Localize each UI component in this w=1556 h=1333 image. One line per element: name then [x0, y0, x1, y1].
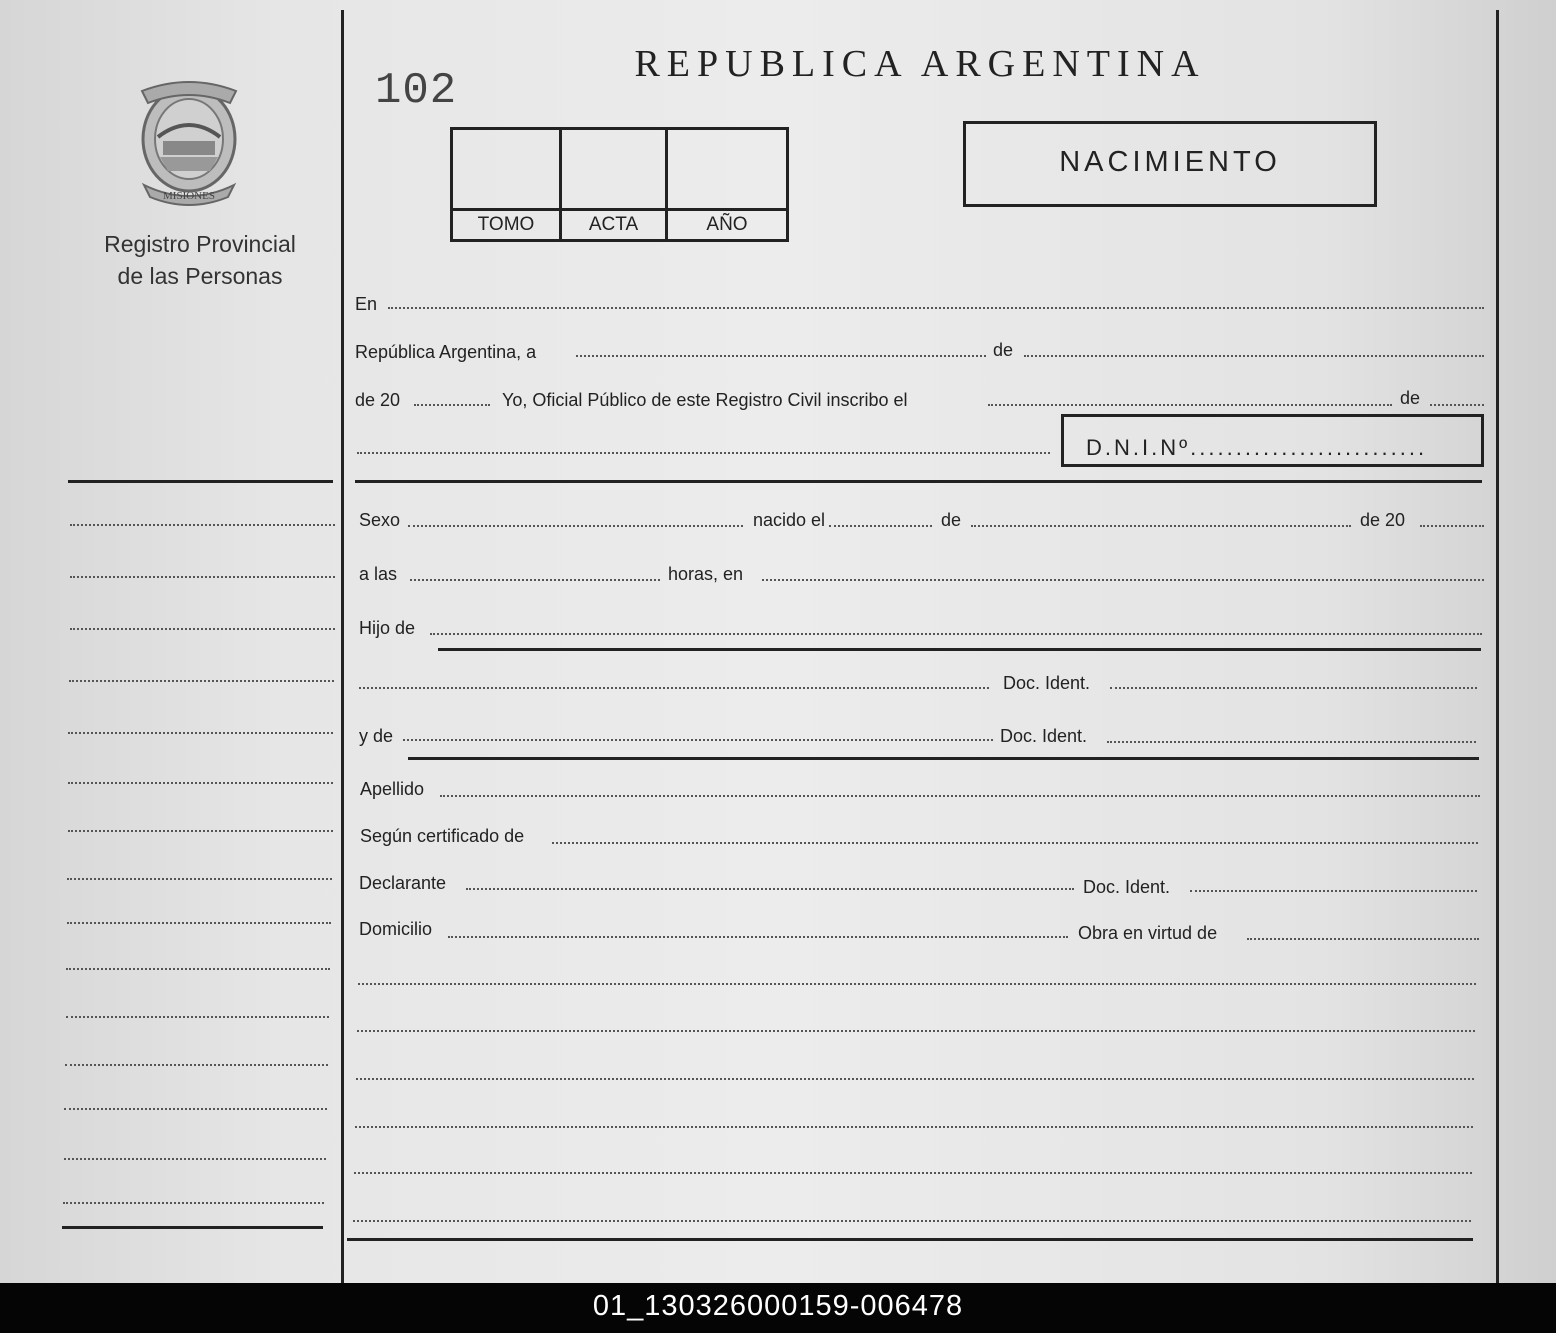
father-underline — [438, 648, 1481, 651]
left-column-bottom-rule — [62, 1226, 323, 1229]
margin-note-line[interactable] — [67, 878, 332, 880]
country-title: REPUBLICA ARGENTINA — [634, 43, 1206, 85]
document-id-footer: 01_130326000159-006478 — [0, 1283, 1556, 1333]
authority-field[interactable] — [1247, 938, 1479, 940]
serial-number: 102 — [375, 66, 458, 116]
left-column-top-rule — [68, 480, 333, 483]
label-en: En — [355, 294, 378, 314]
label-horas-en: horas, en — [668, 564, 744, 584]
surname-field[interactable] — [440, 795, 1480, 797]
left-column-divider — [341, 10, 344, 1283]
mother-underline — [408, 757, 1479, 760]
day-field[interactable] — [576, 355, 986, 357]
mother-doc-field[interactable] — [1107, 741, 1476, 743]
label-segun-certificado: Según certificado de — [360, 826, 525, 846]
address-field[interactable] — [448, 936, 1068, 938]
birth-year-field[interactable] — [1420, 525, 1484, 527]
year-field[interactable] — [414, 404, 490, 406]
margin-note-line[interactable] — [64, 1108, 327, 1110]
registered-person-line[interactable] — [357, 452, 1050, 454]
label-republica: República Argentina, a — [355, 342, 537, 362]
birth-day-field[interactable] — [829, 525, 932, 527]
tomo-label: TOMO — [477, 214, 535, 235]
label-declarante: Declarante — [359, 873, 447, 893]
margin-note-line[interactable] — [70, 524, 335, 526]
form-bottom-rule — [347, 1238, 1473, 1241]
margin-note-line[interactable] — [63, 1202, 324, 1204]
label-nacido-el: nacido el — [753, 510, 826, 530]
notes-line[interactable] — [355, 1126, 1473, 1128]
notes-line[interactable] — [356, 1078, 1474, 1080]
margin-note-line[interactable] — [65, 1064, 328, 1066]
label-domicilio: Domicilio — [359, 919, 433, 939]
registration-box — [450, 127, 789, 242]
margin-note-line[interactable] — [70, 628, 335, 630]
father-doc-field[interactable] — [1110, 687, 1477, 689]
label-de: de — [993, 340, 1014, 360]
margin-note-line[interactable] — [64, 1158, 326, 1160]
birth-hour-field[interactable] — [410, 579, 660, 581]
label-oficial-inscribo: Yo, Oficial Público de este Registro Civil inscribo el — [502, 390, 908, 410]
notes-line[interactable] — [354, 1172, 1472, 1174]
anio-label: AÑO — [706, 214, 748, 235]
label-hijo-de: Hijo de — [359, 618, 416, 638]
notes-line[interactable] — [357, 1030, 1475, 1032]
label-apellido: Apellido — [360, 779, 425, 799]
sexo-field[interactable] — [408, 525, 743, 527]
registry-title — [70, 228, 330, 292]
label-de: de — [941, 510, 962, 530]
label-sexo: Sexo — [359, 510, 401, 530]
father-name-field[interactable] — [430, 633, 1482, 635]
margin-note-line[interactable] — [69, 680, 334, 682]
record-type-box: NACIMIENTO — [963, 121, 1377, 207]
registry-title-line1: Registro Provincial — [104, 231, 296, 257]
margin-note-line[interactable] — [70, 576, 335, 578]
acta-label: ACTA — [588, 214, 639, 235]
label-de20: de 20 — [1360, 510, 1406, 530]
margin-note-line[interactable] — [66, 1016, 329, 1018]
label-obra-en-virtud: Obra en virtud de — [1078, 923, 1218, 943]
label-de: de — [1400, 388, 1421, 408]
place-field[interactable] — [388, 307, 1484, 309]
registry-title-line2: de las Personas — [117, 263, 283, 289]
registration-box-row-divider — [453, 208, 786, 211]
margin-note-line[interactable] — [68, 830, 333, 832]
birth-month-field[interactable] — [971, 525, 1351, 527]
section-divider — [355, 480, 1482, 483]
notes-line[interactable] — [358, 983, 1476, 985]
label-y-de: y de — [359, 726, 394, 746]
registered-person-field[interactable] — [988, 404, 1392, 406]
registered-person-continuation[interactable] — [1430, 404, 1484, 406]
margin-note-line[interactable] — [66, 968, 330, 970]
father-name-continuation[interactable] — [359, 687, 989, 689]
label-doc-ident: Doc. Ident. — [1003, 673, 1091, 693]
margin-note-line[interactable] — [68, 782, 333, 784]
certificate-field[interactable] — [552, 842, 1478, 844]
declarant-field[interactable] — [466, 888, 1074, 890]
label-de20: de 20 — [355, 390, 401, 410]
label-doc-ident: Doc. Ident. — [1083, 877, 1171, 897]
birth-place-field[interactable] — [762, 579, 1484, 581]
label-doc-ident: Doc. Ident. — [1000, 726, 1088, 746]
right-border-line — [1496, 10, 1499, 1283]
declarant-doc-field[interactable] — [1190, 890, 1477, 892]
mother-name-field[interactable] — [403, 739, 993, 741]
month-field[interactable] — [1024, 355, 1484, 357]
margin-note-line[interactable] — [68, 732, 333, 734]
margin-note-line[interactable] — [67, 922, 331, 924]
coat-of-arms-icon — [130, 75, 248, 210]
dni-label: D.N.I.Nº.......................... — [1086, 435, 1428, 460]
seal-banner-text: MISIONES — [163, 190, 215, 202]
label-a-las: a las — [359, 564, 398, 584]
notes-line[interactable] — [353, 1220, 1471, 1222]
